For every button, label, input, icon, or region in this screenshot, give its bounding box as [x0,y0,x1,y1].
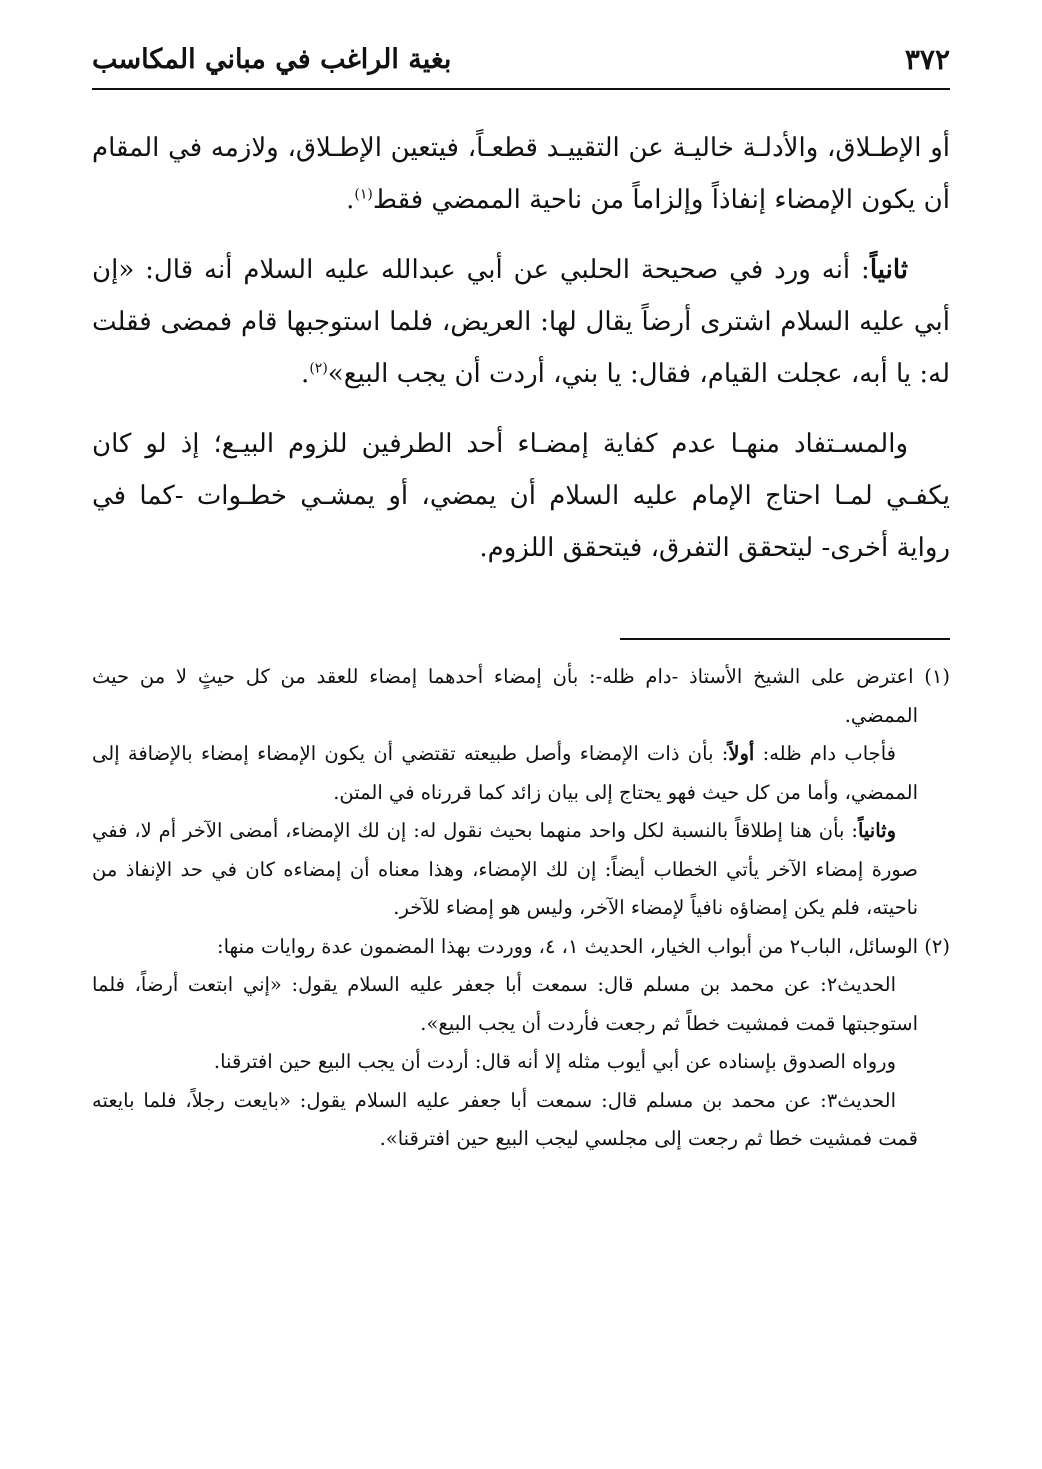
paragraph-1 [92,122,950,226]
book-title: بغية الراغب في مباني المكاسب [92,43,452,75]
footnote-1-answer-intro: فأجاب دام ظله: [754,742,896,765]
paragraph-2-lead: ثانياً [869,255,908,285]
footnote-1-second-lead: وثانياً [857,819,896,842]
paragraph-2-text: : أنه ورد في صحيحة الحلبي عن أبي عبدالله عليه السلام أنه قال: «إن أبي عليه السلام اشترى أرضاً يقال لها: العريض، فلما استوجبها قام فمضى فقلت له: يا أبه، عجلت القيام، فقال: يا بني، أردت أن يجب البيع» [92,255,950,389]
footnote-1-second-text: : بأن هنا إطلاقاً بالنسبة لكل واحد منهما بحيث نقول له: إن لك الإمضاء، أمضى الآخر أم لا، ففي صورة إمضاء الآخر يأتي الخطاب أيضاً: إن لك الإمضاء، وهذا معناه أن إمضاءه كان في حد الإنفاذ من ناحيته، فلم يكن إمضاؤه نافياً لإمضاء الآخر، وليس هو إمضاء للآخر. [92,819,918,919]
page-header [92,30,950,90]
footnote-1: (١) اعترض على الشيخ الأستاذ -دام ظله-: بأن إمضاء أحدهما إمضاء للعقد من كل حيثٍ لا من حيث الممضي. [92,665,950,727]
paragraph-3 [92,418,950,574]
footnote-separator [620,638,950,640]
paragraph-1-end: . [346,185,355,215]
paragraph-3-text: والمسـتفاد منهـا عدم كفاية إمضـاء أحد الطرفين للزوم البيـع؛ إذ لو كان يكفـي لمـا احتاج الإمام عليه السلام أن يمضي، أو يمشـي خطـوات -كما في رواية أخرى- ليتحقق التفرق، فيتحقق اللزوم. [92,429,950,563]
footnote-2: (٢) الوسائل، الباب٢ من أبواب الخيار، الحديث ١، ٤، ووردت بهذا المضمون عدة روايات منها: [217,934,950,958]
footnote-2-saduq: ورواه الصدوق بإسناده عن أبي أيوب مثله إلا أنه قال: أردت أن يجب البيع حين افترقنا. [213,1050,896,1073]
footnotes [92,658,950,1159]
footnote-2-hadith-3: الحديث٣: عن محمد بن مسلم قال: سمعت أبا جعفر عليه السلام يقول: «بايعت رجلاً، فلما بايعته قمت فمشيت خطا ثم رجعت إلى مجلسي ليجب البيع حين افترقنا». [92,1088,918,1150]
footnote-1-answer-lead: أولاً [728,742,755,765]
footnote-ref-1: (١) [354,186,373,203]
footnote-1-second [92,812,950,928]
page-number: ٣٧٢ [904,42,950,76]
footnote-ref-2: (٢) [309,360,328,377]
footnote-2-hadith-2: الحديث٢: عن محمد بن مسلم قال: سمعت أبا جعفر عليه السلام يقول: «إني ابتعت أرضاً، فلما استوجبتها قمت فمشيت خطاً ثم رجعت فأردت أن يجب البيع». [92,973,918,1035]
footnote-1-answer-text: : بأن ذات الإمضاء وأصل طبيعته تقتضي أن يكون الإمضاء إمضاء بالإضافة إلى الممضي، وأما من كل حيث فهو يحتاج إلى بيان زائد كما قررناه في المتن. [92,742,918,804]
main-text [92,122,950,592]
footnote-1-answer [92,735,950,812]
paragraph-2-end: . [301,359,310,389]
paragraph-2 [92,244,950,400]
paragraph-1-text: أو الإطـلاق، والأدلـة خاليـة عن التقييـد قطعـاً، فيتعين الإطـلاق، ولازمه في المقام أن يكون الإمضاء إنفاذاً وإلزاماً من ناحية الممضي فقط [92,133,950,215]
